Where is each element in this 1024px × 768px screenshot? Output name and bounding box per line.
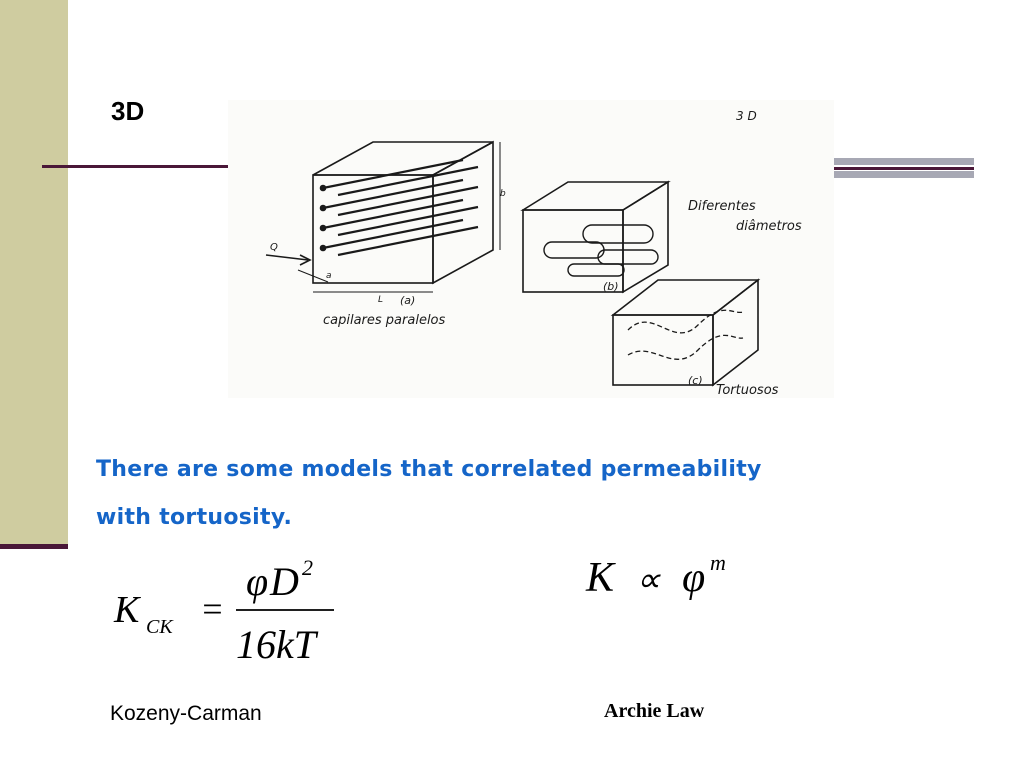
flow-label: Q <box>270 242 278 253</box>
eq-k-symbol: K <box>114 589 140 631</box>
figure-corner-label: 3 D <box>736 109 757 123</box>
body-paragraph <box>96 446 956 542</box>
box-c-side <box>713 280 758 385</box>
left-accent-band <box>0 0 68 548</box>
archie-proportional: ∝ <box>636 562 661 599</box>
caption-a: capilares paralelos <box>323 313 446 328</box>
box-b-side <box>623 182 668 292</box>
kozeny-carman-caption: Kozeny-Carman <box>110 702 262 725</box>
dim-l-label: L <box>378 295 384 305</box>
right-rule-bottom <box>834 171 974 178</box>
label-a: (a) <box>400 294 416 307</box>
eq-phi: φ <box>246 559 269 604</box>
right-rule-top <box>834 158 974 165</box>
kozeny-carman-equation <box>112 555 352 670</box>
right-rule-middle <box>834 167 974 170</box>
eq-exponent: 2 <box>302 555 313 580</box>
archie-law-equation <box>584 548 784 608</box>
pore-models-figure <box>228 100 834 398</box>
slide-title: 3D <box>111 96 145 126</box>
archie-phi: φ <box>682 555 706 601</box>
archie-exponent: m <box>710 550 726 575</box>
label-b: (b) <box>603 280 619 293</box>
caption-b-line1: Diferentes <box>688 199 756 214</box>
label-c: (c) <box>688 374 703 387</box>
eq-denominator: 16kT <box>236 622 316 667</box>
body-line-1: There are some models that correlated permeability <box>96 457 762 482</box>
eq-k-subscript: CK <box>146 616 173 638</box>
archie-law-caption: Archie Law <box>604 700 705 722</box>
pore-models-drawing <box>228 100 834 398</box>
eq-equals: = <box>200 589 225 629</box>
archie-k: K <box>586 555 615 601</box>
eq-d: D <box>270 559 299 604</box>
tortuous-paths <box>628 310 743 359</box>
dim-a-label: a <box>326 271 332 281</box>
body-line-2: with tortuosity. <box>96 505 293 530</box>
left-band-rule <box>0 544 68 549</box>
title-underline-rule <box>42 165 242 168</box>
caption-c: Tortuosos <box>716 383 779 398</box>
dim-b-label: b <box>500 189 506 199</box>
caption-b-line2: diâmetros <box>736 219 802 234</box>
varied-diameter-tubes <box>544 225 658 276</box>
capillary-ends <box>321 186 326 251</box>
